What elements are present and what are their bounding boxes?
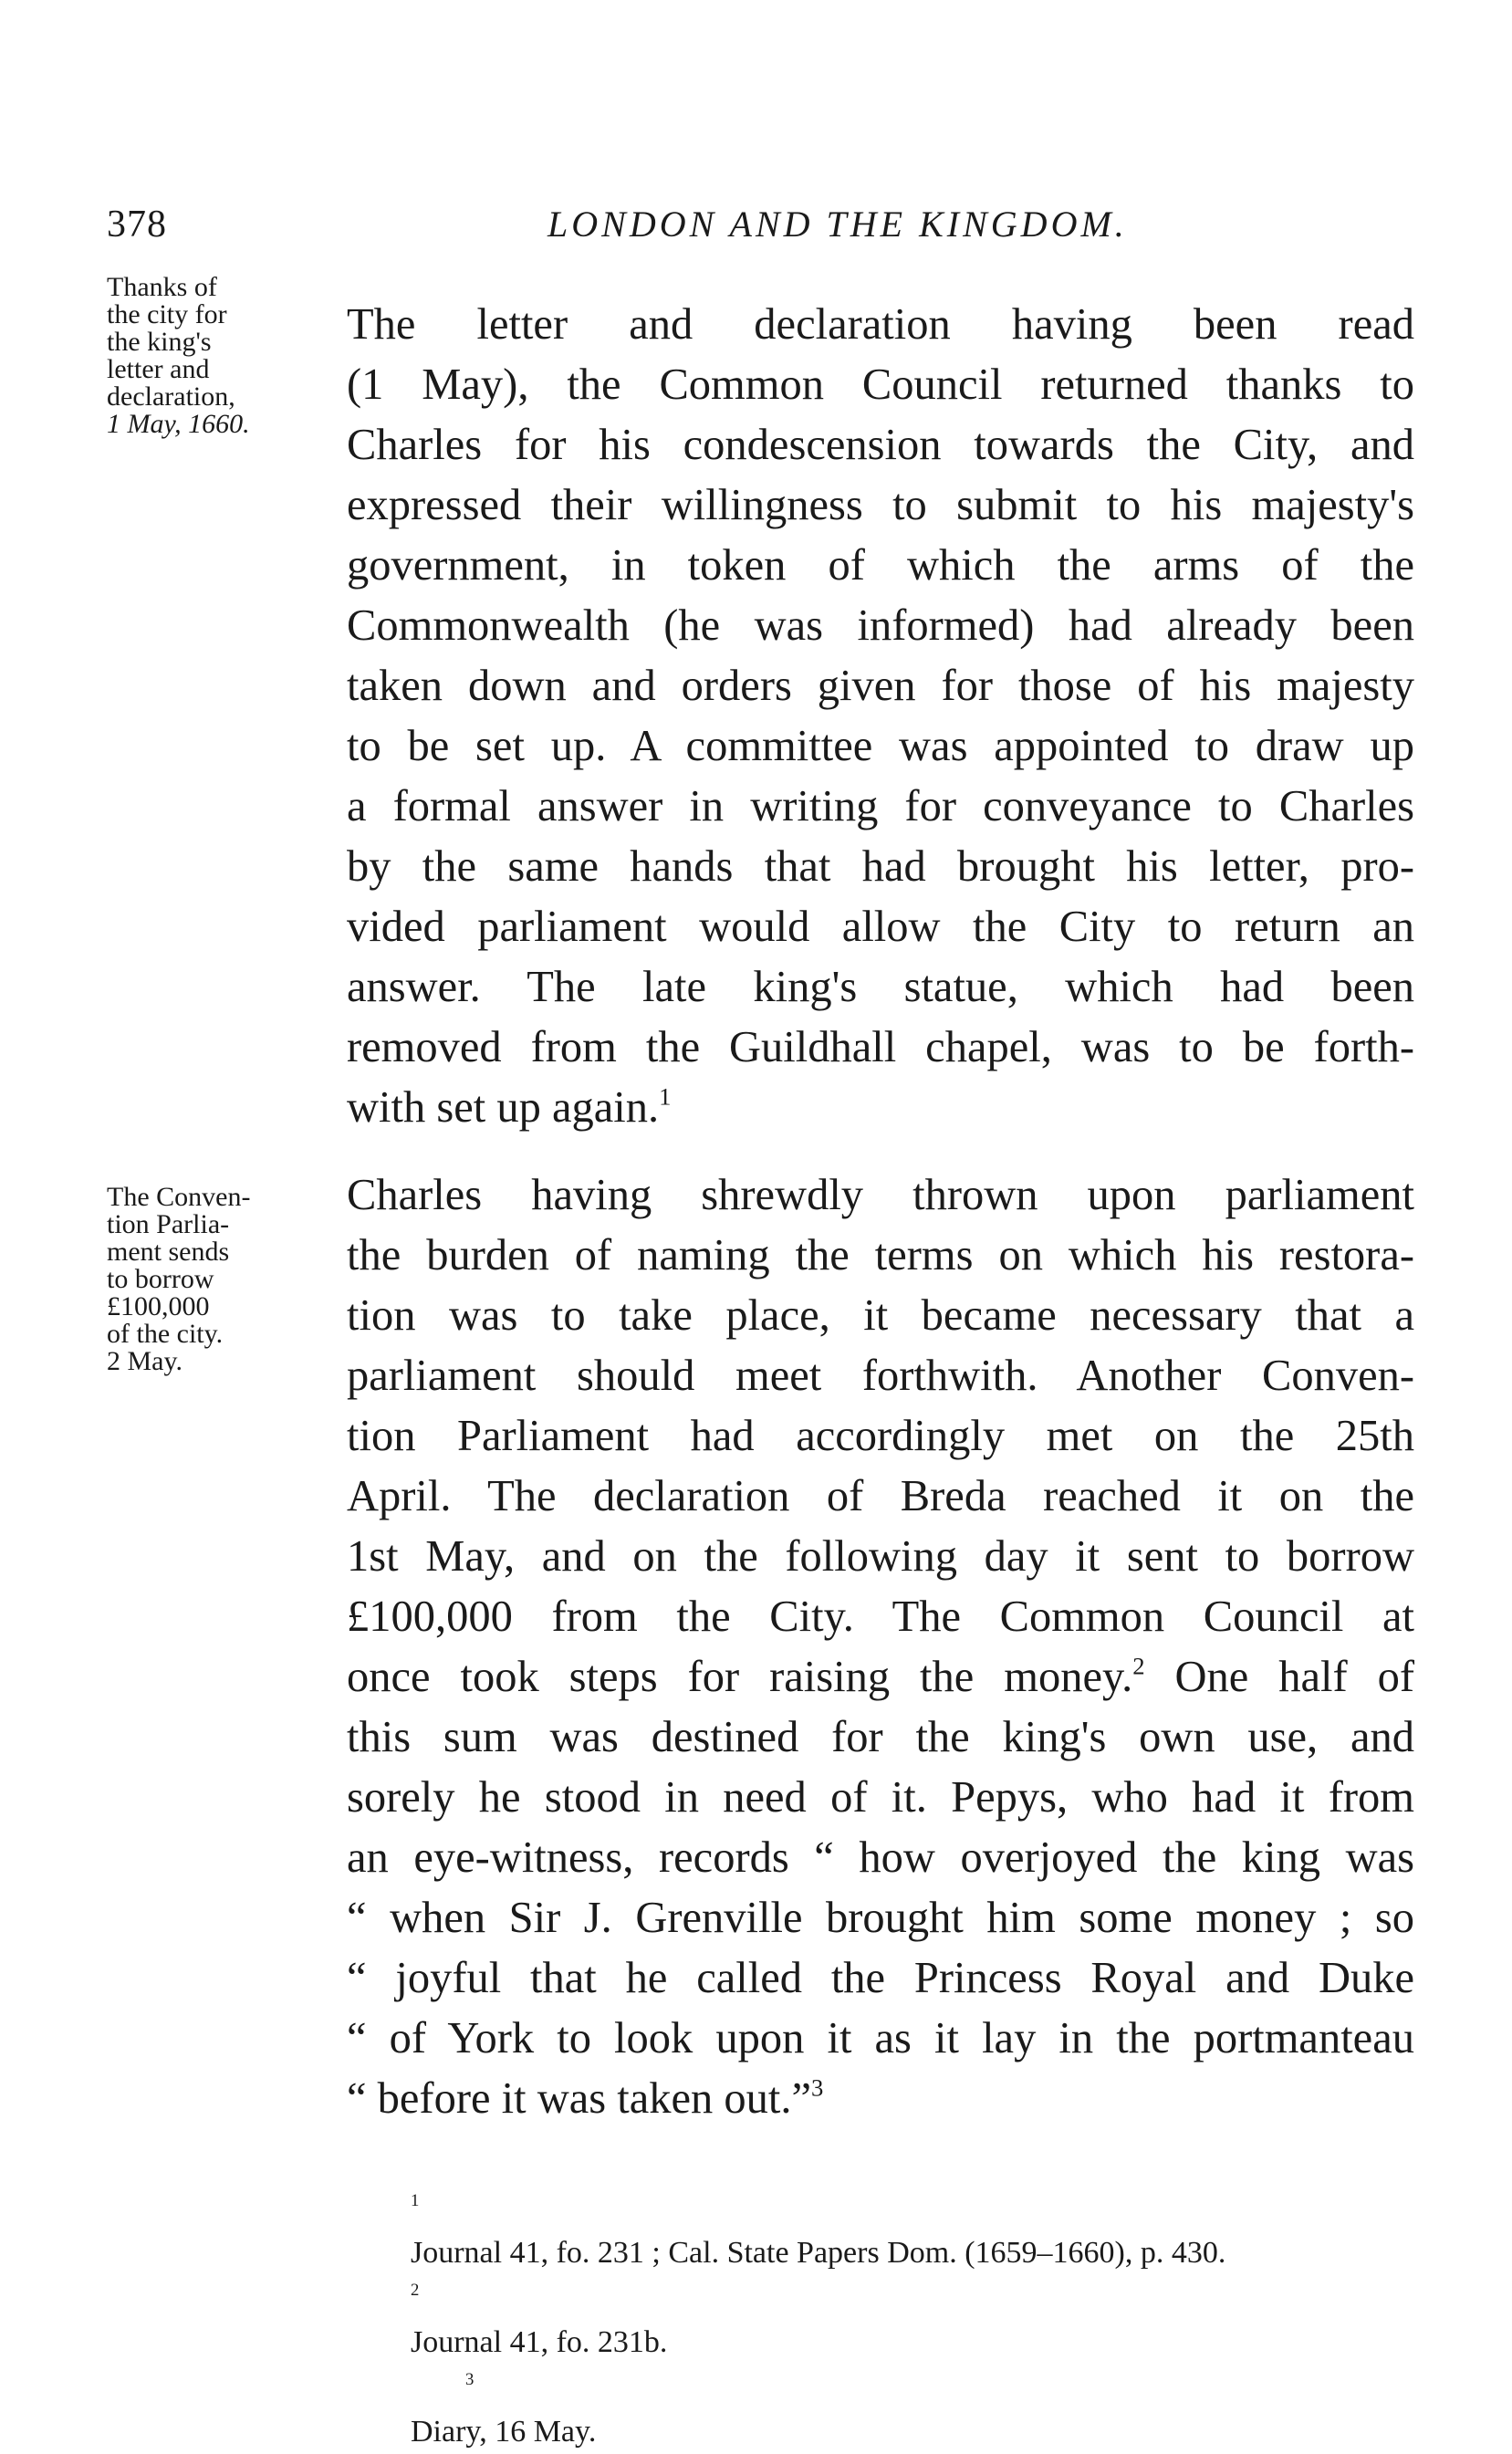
text-line-content: with set up again. <box>347 1083 660 1132</box>
sidenote-convention <box>107 1184 335 1375</box>
paragraph-convention-parliament <box>347 1165 1414 2129</box>
footnote-mark: 3 <box>465 2369 474 2389</box>
sidenote-line: 2 May. <box>107 1346 183 1376</box>
text-line <box>347 2069 1414 2129</box>
text-line: answer. The late king's statue, which had been <box>347 963 1414 1011</box>
footnote-mark: 1 <box>411 2190 420 2210</box>
footnote-ref-3: 3 <box>811 2073 824 2102</box>
text-line: sorely he stood in need of it. Pepys, who had it from <box>347 1773 1414 1822</box>
text-line: Charles having shrewdly thrown upon parliament <box>347 1171 1414 1219</box>
sidenote-line: Thanks of <box>107 272 217 302</box>
sidenote-thanks <box>107 274 335 438</box>
text-line: Charles for his condescension towards the City, and <box>347 421 1414 469</box>
sidenote-line: the city for <box>107 299 227 329</box>
sidenote-line: the king's <box>107 327 212 357</box>
text-line: Commonwealth (he was informed) had already been <box>347 601 1414 650</box>
footnote-mark: 2 <box>411 2280 420 2300</box>
text-line: April. The declaration of Breda reached it on the <box>347 1472 1414 1520</box>
footnote-ref-2: 2 <box>1132 1652 1145 1680</box>
text-line-content: “ before it was taken out.” <box>347 2074 812 2123</box>
sidenote-line: tion Parlia- <box>107 1209 230 1239</box>
text-line: £100,000 from the City. The Common Council at <box>347 1592 1414 1641</box>
sidenote-line: to borrow <box>107 1264 214 1294</box>
text-line: tion was to take place, it became necessary that a <box>347 1291 1414 1340</box>
text-line: tion Parliament had accordingly met on the 25th <box>347 1412 1414 1460</box>
sidenote-line: of the city. <box>107 1319 224 1349</box>
running-head: LONDON AND THE KINGDOM. <box>547 204 1128 245</box>
sidenote-line: The Conven- <box>107 1182 251 1212</box>
text-line: “ of York to look upon it as it lay in the portmanteau <box>347 2014 1414 2062</box>
sidenote-line: 1 May, 1660. <box>107 409 250 439</box>
text-line: “ joyful that he called the Princess Royal and Duke <box>347 1954 1414 2002</box>
text-line: by the same hands that had brought his letter, pro- <box>347 842 1414 891</box>
text-line-content: once took steps for raising the money. <box>347 1653 1133 1701</box>
paragraph-letter-read <box>347 295 1414 1138</box>
sidenote-line: £100,000 <box>107 1291 210 1321</box>
text-line: vided parliament would allow the City to return an <box>347 903 1414 951</box>
text-line: government, in token of which the arms of the <box>347 541 1414 590</box>
footnote-text: Journal 41, fo. 231 ; Cal. State Papers Dom. (1659–1660), p. 430. <box>411 2236 1226 2270</box>
page-number: 378 <box>107 204 167 245</box>
footnote-2-3 <box>411 2275 1225 2454</box>
footnote-ref-1: 1 <box>659 1082 672 1111</box>
text-line <box>347 1647 1414 1707</box>
text-line <box>347 1078 1414 1138</box>
text-line: parliament should meet forthwith. Another Conven- <box>347 1352 1414 1400</box>
text-line: expressed their willingness to submit to his majesty's <box>347 481 1414 529</box>
text-line: a formal answer in writing for conveyance to Charles <box>347 782 1414 830</box>
sidenote-line: ment sends <box>107 1237 230 1267</box>
text-line: taken down and orders given for those of his majesty <box>347 662 1414 710</box>
text-line: 1st May, and on the following day it sent to borrow <box>347 1532 1414 1581</box>
text-line: “ when Sir J. Grenville brought him some money ; so <box>347 1894 1414 1942</box>
text-line: removed from the Guildhall chapel, was to be forth- <box>347 1023 1414 1071</box>
footnote-text: Journal 41, fo. 231b. <box>411 2325 668 2359</box>
footnote-1 <box>411 2186 1225 2275</box>
text-line: The letter and declaration having been read <box>347 300 1414 349</box>
text-line: this sum was destined for the king's own use, and <box>347 1713 1414 1761</box>
footnote-text: Diary, 16 May. <box>411 2415 597 2449</box>
text-line: an eye-witness, records “ how overjoyed the king was <box>347 1833 1414 1882</box>
text-line: (1 May), the Common Council returned thanks to <box>347 360 1414 409</box>
text-line: the burden of naming the terms on which his restora- <box>347 1231 1414 1279</box>
text-line: to be set up. A committee was appointed to draw up <box>347 722 1414 770</box>
sidenote-line: declaration, <box>107 381 235 412</box>
text-line-tail: One half of <box>1144 1653 1415 1701</box>
footnotes <box>411 2186 1225 2454</box>
sidenote-line: letter and <box>107 354 210 384</box>
